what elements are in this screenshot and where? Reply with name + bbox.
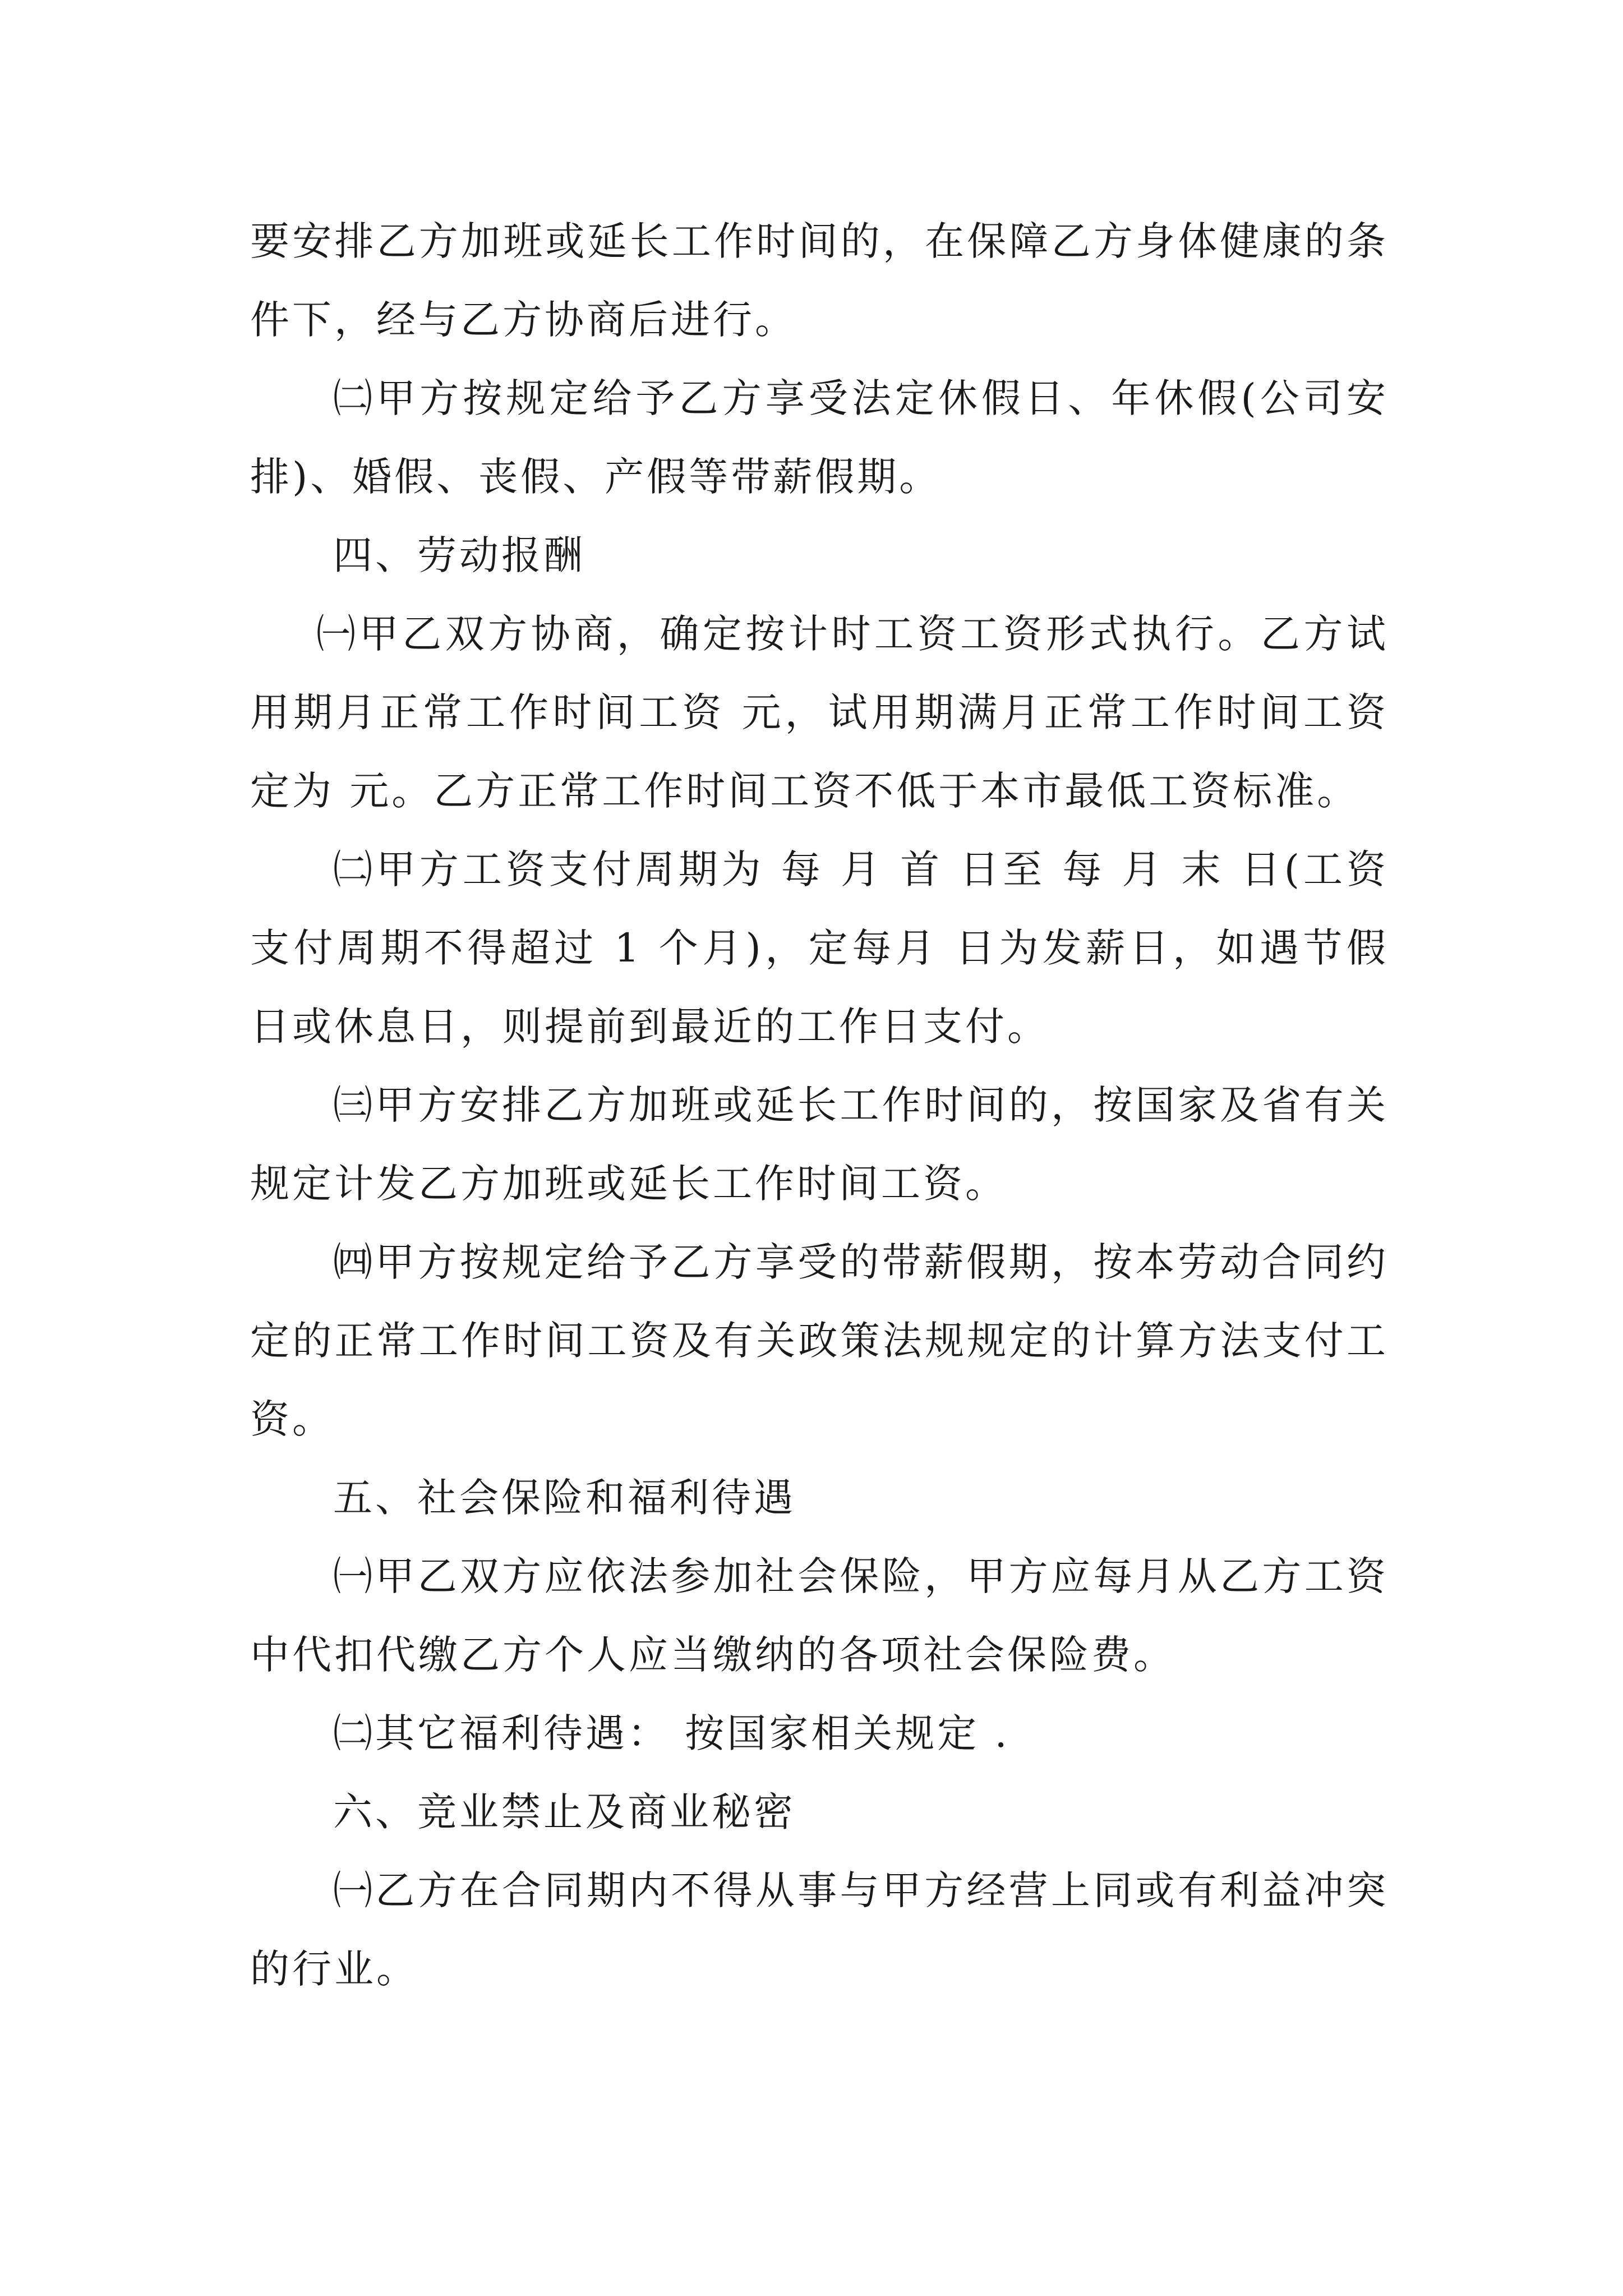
section-heading-non-compete: 六、竞业禁止及商业秘密 xyxy=(333,1789,796,1835)
paragraph-social-insurance: ㈠甲乙双方应依法参加社会保险，甲方应每月从乙方工资中代扣代缴乙方个人应当缴纳的各项社会保险费。 xyxy=(250,1553,1389,1678)
paragraph-overtime-continuation: 要安排乙方加班或延长工作时间的，在保障乙方身体健康的条件下，经与乙方协商后进行。 xyxy=(250,218,1389,343)
paragraph-other-benefits: ㈡其它福利待遇： 按国家相关规定 . xyxy=(333,1710,1010,1756)
section-heading-social-insurance: 五、社会保险和福利待遇 xyxy=(333,1475,796,1521)
paragraph-leave-pay: ㈣甲方按规定给予乙方享受的带薪假期，按本劳动合同约定的正常工作时间工资及有关政策法规规定的计算方法支付工资。 xyxy=(250,1239,1389,1442)
paragraph-wage-form: ㈠甲乙双方协商，确定按计时工资工资形式执行。乙方试用期月正常工作时间工资 元，试用期满月正常工作时间工资定为 元。乙方正常工作时间工资不低于本市最低工资标准。 xyxy=(250,611,1389,814)
paragraph-paid-leave: ㈡甲方按规定给予乙方享受法定休假日、年休假(公司安排)、婚假、丧假、产假等带薪假期。 xyxy=(250,375,1389,500)
document-body xyxy=(250,202,1389,2008)
section-heading-remuneration: 四、劳动报酬 xyxy=(333,532,585,578)
paragraph-pay-cycle: ㈡甲方工资支付周期为 每 月 首 日至 每 月 末 日(工资支付周期不得超过 1 个月)，定每月 日为发薪日，如遇节假日或休息日，则提前到最近的工作日支付。 xyxy=(250,846,1389,1050)
paragraph-non-compete: ㈠乙方在合同期内不得从事与甲方经营上同或有利益冲突的行业。 xyxy=(250,1867,1389,1992)
paragraph-overtime-pay: ㈢甲方安排乙方加班或延长工作时间的，按国家及省有关规定计发乙方加班或延长工作时间工资。 xyxy=(250,1082,1389,1207)
